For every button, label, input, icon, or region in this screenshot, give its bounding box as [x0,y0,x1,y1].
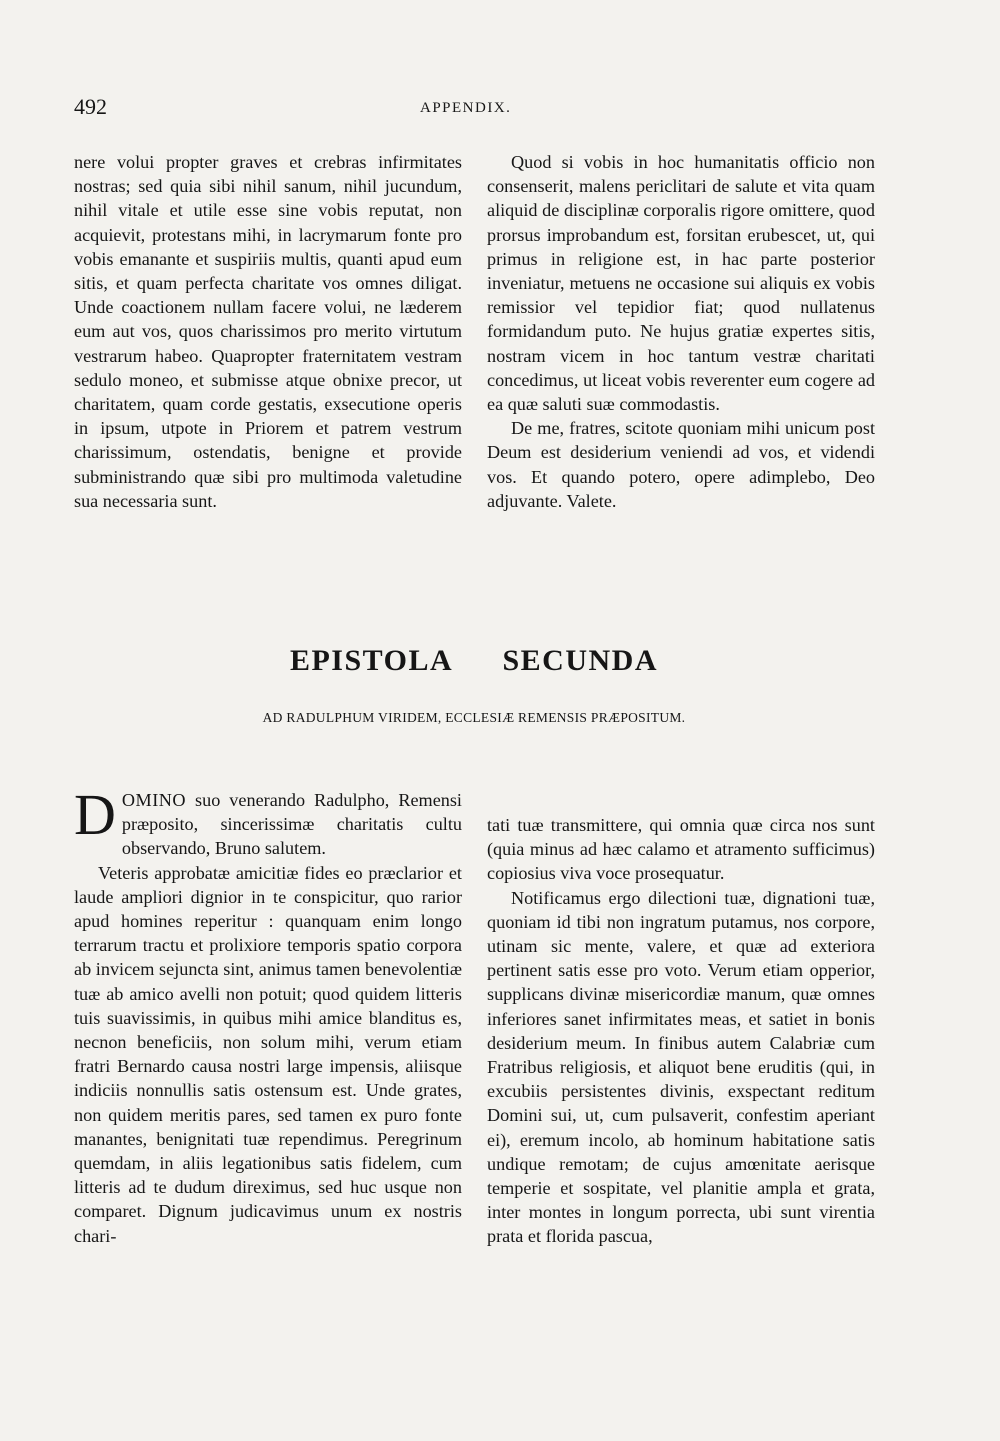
paragraph: nere volui propter graves et crebras infirmitates nostras; sed quia sibi nihil sanum, nihil jucundum, nihil vitale et utile esse sine vobis reputat, non acquievit, protestans mihi, in lacrymarum fonte pro vobis emanante et suspiriis multis, quanti apud eum sitis, et quam perfecta charitate vos omnes diligat. Unde coactionem nullam facere volui, ne læderem eum aut vos, quos charissimos pro merito virtutum vestrarum habeo. Quapropter fraternitatem vestram sedulo moneo, et submisse atque obnixe precor, ut charitatem, quam corde gestatis, exsecutione operis in ipsum, utpote in Priorem et patrem vestrum charissimum, ostendatis, benigne et provide subministrando quæ sibi pro multimoda valetudine sua necessaria sunt. [74,152,462,511]
section-subtitle: AD RADULPHUM VIRIDEM, ECCLESIÆ REMENSIS PRÆPOSITUM. [262,710,686,725]
opening-word: OMINO [121,790,187,810]
section-title: EPISTOLA SECUNDA [289,644,659,677]
running-head: APPENDIX. [420,100,512,116]
top-right-column [487,150,875,513]
page-number: 492 [74,94,107,119]
bottom-right-column [487,813,875,1249]
drop-cap-letter: D [74,782,116,847]
paragraph: Quod si vobis in hoc humanitatis officio non consenserit, malens periclitari de salute et vita quam aliquid de disciplinæ corporalis rigore omittere, quod prorsus improbandum est, forsitan erubescet, ut, qui primus in religione est, in hac parte posterior inveniatur, metuens ne occasione sui aliquis ex vobis remissior vel tepidior fiat; quod nullatenus formidandum puto. Ne hujus gratiæ expertes sitis, nostram vicem in hoc tantum vestræ charitati concedimus, ut liceat vobis reverenter eum cogere ad ea quæ saluti suæ commodastis. [487,152,875,415]
salutation-text: suo venerando Radulpho, Remensi præposito, sincerissimæ charitatis cultu observando, Bruno salutem. [121,790,462,859]
paragraph: Notificamus ergo dilectioni tuæ, dignationi tuæ, quoniam id tibi non ingratum putamus, nos corpore, utinam sic mente, valere, et quæ ad exteriora pertinent satis esse pro voto. Verum etiam opperior, supplicans divinæ misericordiæ manum, quæ omnes inferiores sanet infirmitates meas, et satiet in bonis desiderium meum. In finibus autem Calabriæ cum Fratribus religiosis, et aliquot bene eruditis (qui, in excubiis persistentes divinis, exspectant reditum Domini sui, ut, cum pulsaverit, confestim aperiant ei), eremum incolo, ab hominum habitatione satis undique remotam; de cujus amœnitate aerisque temperie et sospitate, vel planitie ampla et grata, inter montes in longum porrecta, ubi sunt virentia prata et florida pascua, [487,887,875,1247]
paragraph: De me, fratres, scitote quoniam mihi unicum post Deum est desiderium veniendi ad vos, et videndi vos. Et quando potero, opere adimplebo, Deo adjuvante. Valete. [487,418,875,511]
bottom-left-column [74,782,462,1248]
paragraph: tati tuæ transmittere, qui omnia quæ circa nos sunt (quia minus ad hæc calamo et atramento sufficimus) copiosius viva voce prosequatur. [487,815,875,884]
top-left-column [74,150,462,513]
page-header [74,94,874,122]
salutation-paragraph [74,782,462,861]
paragraph: Veteris approbatæ amicitiæ fides eo præclarior et laude ampliori dignior in te conspicitur, quo rarior apud homines reperitur : quanquam enim longo terrarum tractu et prolixiore temporis spatio corpora ab invicem sejuncta sint, animus tamen benevolentiæ tuæ ab amico avelli non potuit; quod quidem litteris tuis suavissimis, in quibus mihi amice blanditus es, necnon beneficiis, non solum mihi, verum etiam fratri Bernardo causa nostri large impensis, aliisque indiciis nonnullis satis ostensum est. Unde grates, non quidem meritis pares, sed tamen ex puro fonte manantes, benignitati tuæ rependimus. Peregrinum quemdam, in aliis legationibus satis fidelem, cum litteris ad te dudum direximus, sed huc usque non comparet. Dignum judicavimus unum ex nostris chari- [74,862,462,1246]
